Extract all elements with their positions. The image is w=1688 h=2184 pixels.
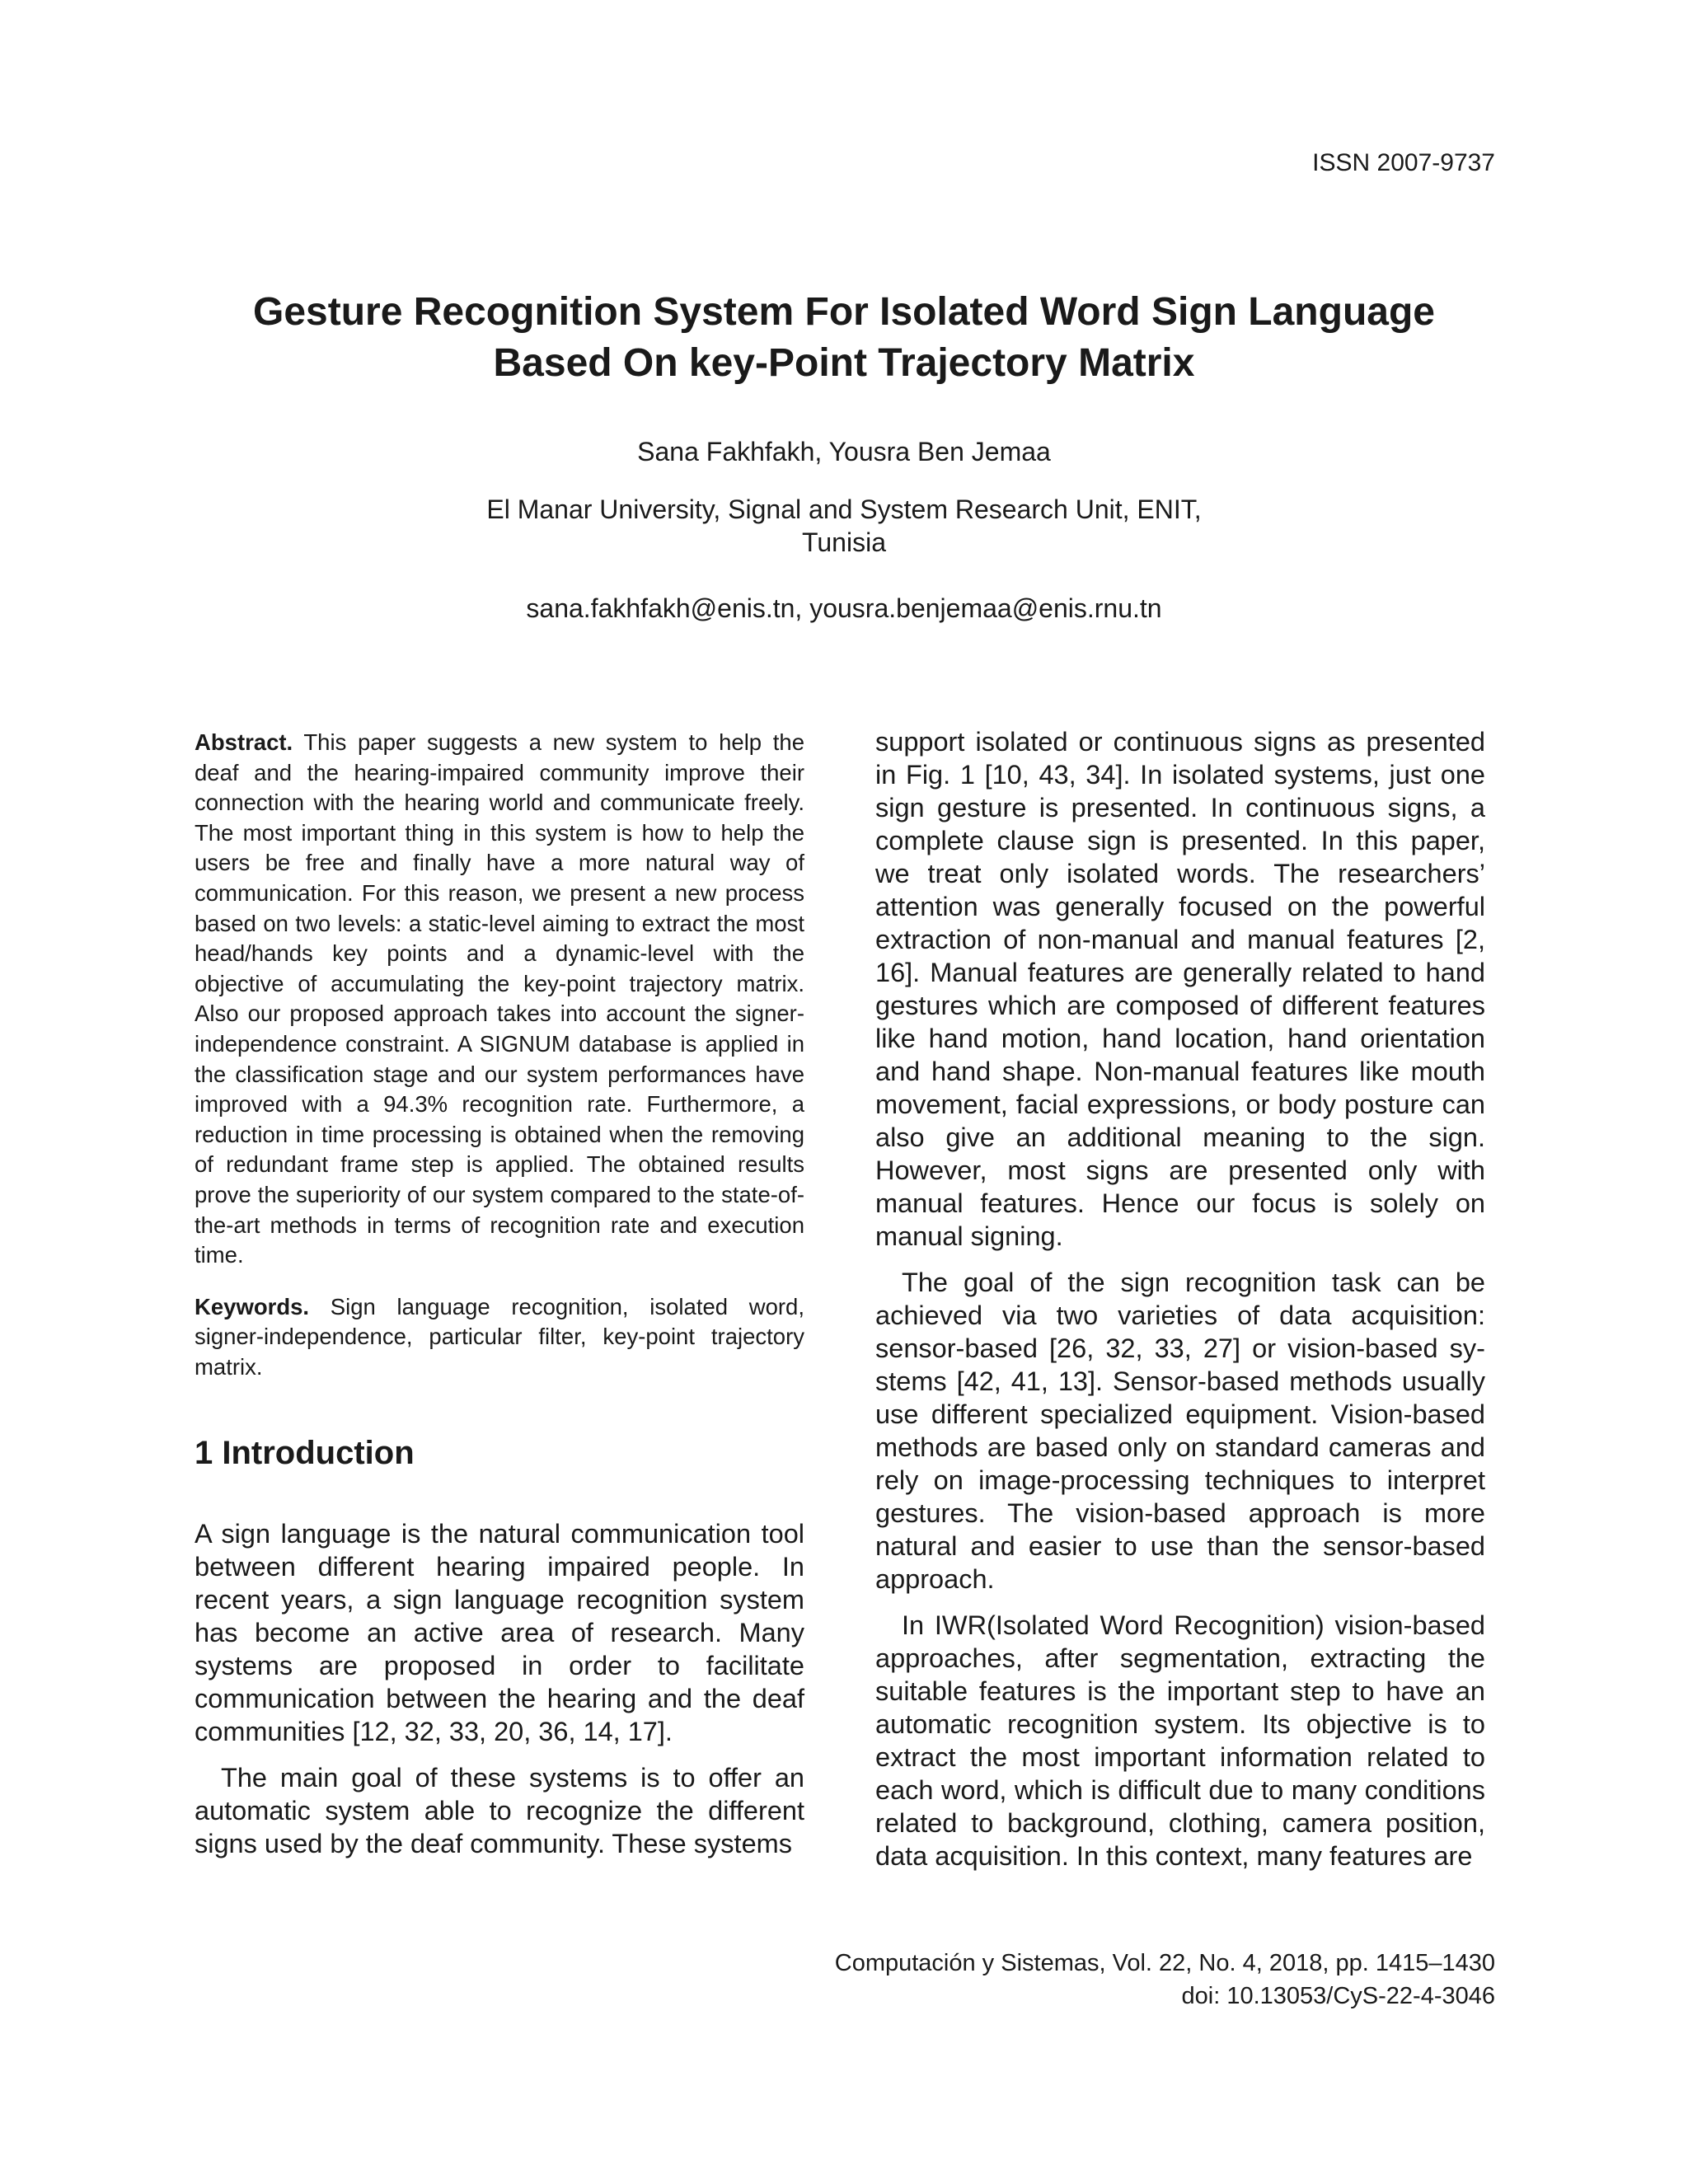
affiliation bbox=[165, 493, 1523, 559]
intro-paragraph-3: support isolated or continuous signs as presented in Fig. 1 [10, 43, 34]. In isolated systems, just one sign gesture is presented. In continuous signs, a complete clause sign is presented. In this paper, we treat only isolated words. The researchers’ attention was generally focused on the powerful extraction of non-manual and manual features [2, 16]. Manual features are generally related to hand gestures which are composed of different features like hand motion, hand location, hand orientation and hand shape. Non-manual features like mouth movement, facial expressions, or body posture can also give an additional meaning to the sign. However, most signs are presented only with manual features. Hence our focus is solely on manual signing. bbox=[875, 727, 1485, 1251]
affiliation-line-2: Tunisia bbox=[802, 527, 886, 557]
abstract-text: This paper suggests a new system to help the deaf and the hearing-impaired community improve their connection with the hearing world and communicate freely. The most important thing in this system is how to help the users be free and finally have a more natural way of communication. For this reason, we present a new process based on two levels: a static-level aiming to extract the most head/hands key points and a dynamic-level with the objective of accumulating the key-point trajectory matrix. Also our proposed approach takes into account the signer-independence constraint. A SIGNUM database is applied in the classification stage and our system performances have improved with a 94.3% recognition rate. Furthermore, a reduction in time processing is obtained when the removing of redundant frame step is applied. The obtained results prove the superiority of our system compared to the state-of- the-art methods in terms of recognition rate and execution time. bbox=[195, 729, 804, 1268]
issn-label: ISSN 2007-9737 bbox=[1312, 149, 1495, 176]
journal-citation: Computación y Sistemas, Vol. 22, No. 4, 2018, pp. 1415–1430 bbox=[834, 1950, 1495, 1976]
author-list: Sana Fakhfakh, Yousra Ben Jemaa bbox=[637, 437, 1051, 466]
abstract-label: Abstract. bbox=[195, 729, 293, 755]
keywords bbox=[195, 1292, 804, 1383]
affiliation-line-1: El Manar University, Signal and System Research Unit, ENIT, bbox=[486, 494, 1202, 524]
intro-paragraph-5: In IWR(Isolated Word Recognition) vision-based approaches, after segmentation, extracting the suitable features is the important step to have an automatic recognition system. Its objective is to extract the most important information related to each word, which is difficult due to many conditions related to background, clothing, camera position, data acquisition. In this context, many features are bbox=[875, 1610, 1485, 1871]
right-column bbox=[875, 725, 1485, 1872]
keywords-text: Sign language recognition, isolated word, signer-independence, particular filter, key-point trajectory matrix. bbox=[195, 1293, 804, 1380]
author-emails: sana.fakhfakh@enis.tn, yousra.benjemaa@enis.rnu.tn bbox=[526, 593, 1162, 623]
paper-title-line-2: Based On key-Point Trajectory Matrix bbox=[493, 341, 1195, 385]
intro-paragraph-1: A sign language is the natural communication tool between different hearing impaired people. In recent years, a sign language recognition system has become an active area of research. Many systems are proposed in order to facilitate communication between the hearing and the deaf communities [12, 32, 33, 20, 36, 14, 17]. bbox=[195, 1519, 804, 1747]
journal-footer bbox=[835, 1947, 1495, 2013]
keywords-label: Keywords. bbox=[195, 1293, 310, 1319]
intro-paragraph-4: The goal of the sign recognition task can be achieved via two varieties of data acquisition: sensor-based [26, 32, 33, 27] or vision-based sy-stems [42, 41, 13]. Sensor-based methods usually use different specialized equipment. Vision-based methods are based only on standard cameras and rely on image-processing techniques to interpret gestures. The vision-based approach is more natural and easier to use than the sensor-based approach. bbox=[875, 1268, 1485, 1594]
left-column bbox=[195, 728, 804, 1860]
abstract bbox=[195, 728, 804, 1271]
paper-title bbox=[165, 287, 1523, 389]
doi-label: doi: 10.13053/CyS-22-4-3046 bbox=[1181, 1983, 1495, 2009]
section-heading-introduction: 1 Introduction bbox=[195, 1435, 415, 1472]
paper-title-line-1: Gesture Recognition System For Isolated Word Sign Language bbox=[253, 290, 1435, 334]
intro-paragraph-2: The main goal of these systems is to offer an automatic system able to recognize the different signs used by the deaf community. These systems bbox=[195, 1763, 804, 1859]
